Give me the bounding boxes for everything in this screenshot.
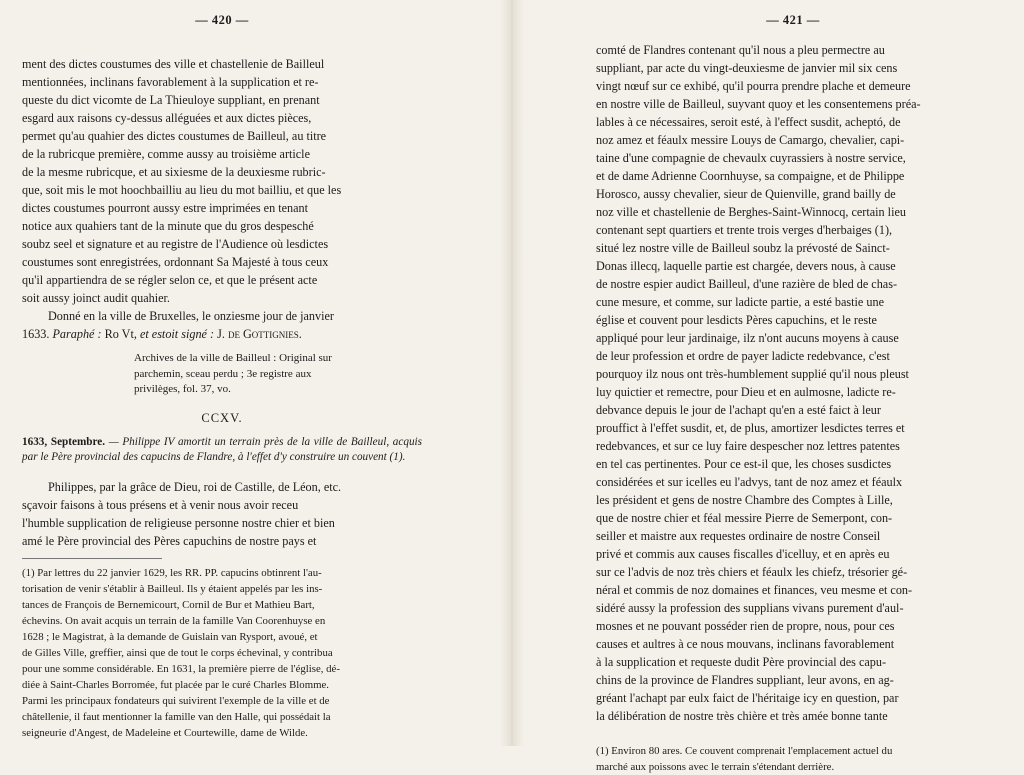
- text-line: de nostre espier audict Bailleul, d'une razière de bled de chas-: [596, 277, 897, 291]
- regest-text: — Philippe IV amortit un terrain près de la ville de Bailleul, acquis par le Père provincial des capucins de Flandre, à l'effet d'y construire un couvent (1).: [22, 435, 422, 463]
- archive-reference: [134, 351, 422, 398]
- footnote-line: 1628 ; le Magistrat, à la demande de Guislain van Rysport, avoué, et: [22, 630, 318, 643]
- text-line: en nostre ville de Bailleul, suyvant quoy et les consentemens préa-: [596, 97, 921, 111]
- footnote-line: (1) Par lettres du 22 janvier 1629, les RR. PP. capucins obtinrent l'au-: [22, 566, 322, 579]
- footnote-line: torisation de venir s'établir à Bailleul. Ils y étaient appelés par les ins-: [22, 582, 323, 595]
- right-footnote: [596, 743, 990, 775]
- text-line: Donas illecq, laquelle partie est chargée, devers nous, à cause: [596, 259, 896, 273]
- signed-label: et estoit signé :: [139, 327, 218, 341]
- text-line: contenant sept quartiers et trente trois verges d'herbaiges (1),: [596, 223, 893, 237]
- text-line: que, soit mis le mot hoochbailliu au lieu du mot bailliu, et que les: [22, 183, 342, 197]
- text-line: prouffict à l'effet susdit, et, de plus, amortizer lesdictes terres et: [596, 421, 905, 435]
- charter-number: CCXV.: [201, 410, 243, 425]
- text-line: gréant l'achapt par eulx faict de l'héritaige icy en question, par: [596, 691, 899, 705]
- text-line: ment des dictes coustumes des ville et chastellenie de Bailleul: [22, 57, 325, 71]
- text-line: néral et commis de noz domaines et finances, veu mesme et con-: [596, 583, 913, 597]
- paraphe-label: Paraphé :: [52, 327, 105, 341]
- text-line: queste du dict vicomte de La Thieuloye suppliant, en prenant: [22, 93, 320, 107]
- text-line: considérées et sur icelles eu l'advys, tant de noz amez et féaulx: [596, 475, 903, 489]
- left-footnote: [22, 565, 422, 741]
- left-page-number: — 420 —: [195, 13, 249, 27]
- text-line: soubz seel et signature et au registre de l'Audience où lesdictes: [22, 237, 329, 251]
- text-line: mosnes et ne pouvant posséder rien de propre, nous, pour ces: [596, 619, 895, 633]
- text-line: de la mesme rubricque, et au sixiesme de la deuxiesme rubric-: [22, 165, 326, 179]
- text-line: appliqué pour leur jardinaige, ilz n'ont aucuns moyens à cause: [596, 331, 899, 345]
- archive-line: parchemin, sceau perdu ; 3e registre aux: [134, 367, 312, 380]
- archive-line: privilèges, fol. 37, vo.: [134, 383, 231, 395]
- footnote-line: de Gilles Ville, greffier, ainsi que de tout le corps échevinal, y contribua: [22, 646, 333, 659]
- right-page-number: — 421 —: [766, 13, 820, 27]
- text-line: en tel cas pertinentes. Pour ce est-il que, les choses susdictes: [596, 457, 892, 471]
- text-line: situé lez nostre ville de Bailleul soubz la prévosté de Sainct-: [596, 241, 890, 255]
- signatory: J. de Gottignies.: [217, 327, 302, 341]
- footnote-line: (1) Environ 80 ares. Ce couvent comprenait l'emplacement actuel du: [596, 745, 893, 757]
- text-line: amé le Père provincial des Pères capuchins de nostre pays et: [22, 533, 317, 548]
- text-line: mentionnées, inclinans favorablement à la supplication et re-: [22, 75, 319, 89]
- text-line: pourquoy ilz nous ont très-humblement supplié qu'il nous pleust: [596, 367, 909, 381]
- text-line: église et couvent pour lesdicts Pères capuchins, et le reste: [596, 313, 877, 327]
- text-line: l'humble supplication de religieuse personne nostre chier et bien: [22, 515, 335, 530]
- text-line: coustumes sont enregistrées, ordonnant Sa Majesté à tous ceux: [22, 255, 329, 269]
- text-line: comté de Flandres contenant qu'il nous a pleu permectre au: [596, 43, 885, 57]
- text-line: luy quictier et remectre, pour Dieu et en aulmosne, ladicte re-: [596, 385, 896, 399]
- text-line: de la rubricque première, comme aussy au troisième article: [22, 147, 310, 161]
- footnote-line: châtellenie, il faut mentionner la famille van den Halle, qui possédait la: [22, 710, 331, 723]
- regest-date: 1633, Septembre.: [22, 435, 106, 448]
- footnote-line: seigneurie d'Angest, de Madeleine et Courtewille, dame de Wilde.: [22, 726, 308, 739]
- right-page: [596, 0, 990, 775]
- given-line-signature: [22, 325, 422, 343]
- text-line: noz ville et chastellenie de Berghes-Saint-Winnocq, certain lieu: [596, 205, 906, 219]
- text-line: suppliant, par acte du vingt-deuxiesme de janvier mil six cens: [596, 61, 898, 75]
- text-line: de leur profession et ordre de payer ladicte redebvance, c'est: [596, 349, 890, 363]
- right-paragraph: [596, 41, 990, 725]
- text-line: soit aussy joinct audit quahier.: [22, 291, 170, 305]
- text-line: privé et commis aux causes fiscalles d'icelluy, et en après eu: [596, 547, 890, 561]
- text-line: que de nostre chier et féal messire Pierre de Semerpont, con-: [596, 511, 893, 525]
- paraphe-value: Ro Vt,: [104, 327, 140, 341]
- text-line: notice aux quahiers tant de la minute que du gros despesché: [22, 219, 314, 233]
- footnote-line: diée à Saint-Charles Borromée, fut placée par le curé Charles Blomme.: [22, 678, 329, 691]
- text-line: Horosco, aussy chevalier, sieur de Quienville, grand bailly de: [596, 187, 896, 201]
- given-year: 1633.: [22, 327, 53, 341]
- footnote-line: Parmi les principaux fondateurs qui suivirent l'exemple de la ville et de: [22, 694, 330, 707]
- left-paragraph-1: [22, 55, 422, 343]
- text-line: debvance depuis le jour de l'achapt qu'en a esté faict à leur: [596, 403, 881, 417]
- text-line: sur ce l'advis de noz très chiers et féaulx les chiefz, trésorier gé-: [596, 565, 908, 579]
- text-line: redebvances, et sur ce luy faire despescher noz lettres patentes: [596, 439, 900, 453]
- text-line: Philippes, par la grâce de Dieu, roi de Castille, de Léon, etc.: [48, 479, 342, 494]
- text-line: sidéré aussy la profession des supplians vivans purement d'aul-: [596, 601, 904, 615]
- footnote-line: marché aux poissons avec le terrain s'étendant derrière.: [596, 761, 835, 773]
- text-line: la délibération de nostre très chière et très amée bonne tante: [596, 709, 888, 723]
- given-line: Donné en la ville de Bruxelles, le onziesme jour de janvier: [48, 309, 334, 323]
- regest: [22, 435, 422, 466]
- text-line: sçavoir faisons à tous présens et à venir nous avoir receu: [22, 497, 299, 512]
- text-line: cune mesure, et comme, sur ladicte partie, a esté bastie une: [596, 295, 884, 309]
- text-line: taine d'une compagnie de chevaulx cuyrassiers à nostre service,: [596, 151, 906, 165]
- text-line: et de dame Adrienne Coornhuyse, sa compaigne, et de Philippe: [596, 169, 905, 183]
- text-line: qu'il appartiendra de se régler selon ce, et que le présent acte: [22, 273, 318, 287]
- text-line: vingt nœuf sur ce exhibé, qu'il pourra prendre plache et demeure: [596, 79, 911, 93]
- text-line: les président et gens de nostre Chambre des Comptes à Lille,: [596, 493, 893, 507]
- text-line: chins de la province de Flandres suppliant, leur avons, en ag-: [596, 673, 894, 687]
- text-line: lables à ce nécessaires, seroit esté, à l'effect susdit, acheptó, de: [596, 115, 901, 129]
- footnote-line: pour une somme considérable. En 1631, la première pierre de l'église, dé-: [22, 662, 340, 675]
- footnote-divider: [22, 558, 162, 559]
- text-line: à la supplication et requeste dudit Père provincial des capu-: [596, 655, 887, 669]
- text-line: seiller et maistre aux requestes ordinaire de nostre Conseil: [596, 529, 881, 543]
- text-line: noz amez et féaulx messire Louys de Camargo, chevalier, capi-: [596, 133, 905, 147]
- text-line: esgard aux raisons cy-dessus alléguées et aux dictes pièces,: [22, 111, 312, 125]
- text-line: causes et aultres à ce nous mouvans, inclinans favorablement: [596, 637, 895, 651]
- footnote-line: échevins. On avait acquis un terrain de la famille Van Coorenhuyse en: [22, 614, 326, 627]
- left-paragraph-2: [22, 478, 422, 550]
- footnote-line: tances de François de Bernemicourt, Cornil de Bur et Mathieu Bart,: [22, 598, 315, 611]
- book-gutter: [500, 0, 524, 746]
- archive-line: Archives de la ville de Bailleul : Original sur: [134, 352, 332, 364]
- text-line: dictes coustumes pourront aussy estre imprimées en tenant: [22, 201, 308, 215]
- text-line: permet qu'au quahier des dictes coustumes de Bailleul, au titre: [22, 129, 327, 143]
- left-page: [22, 0, 422, 741]
